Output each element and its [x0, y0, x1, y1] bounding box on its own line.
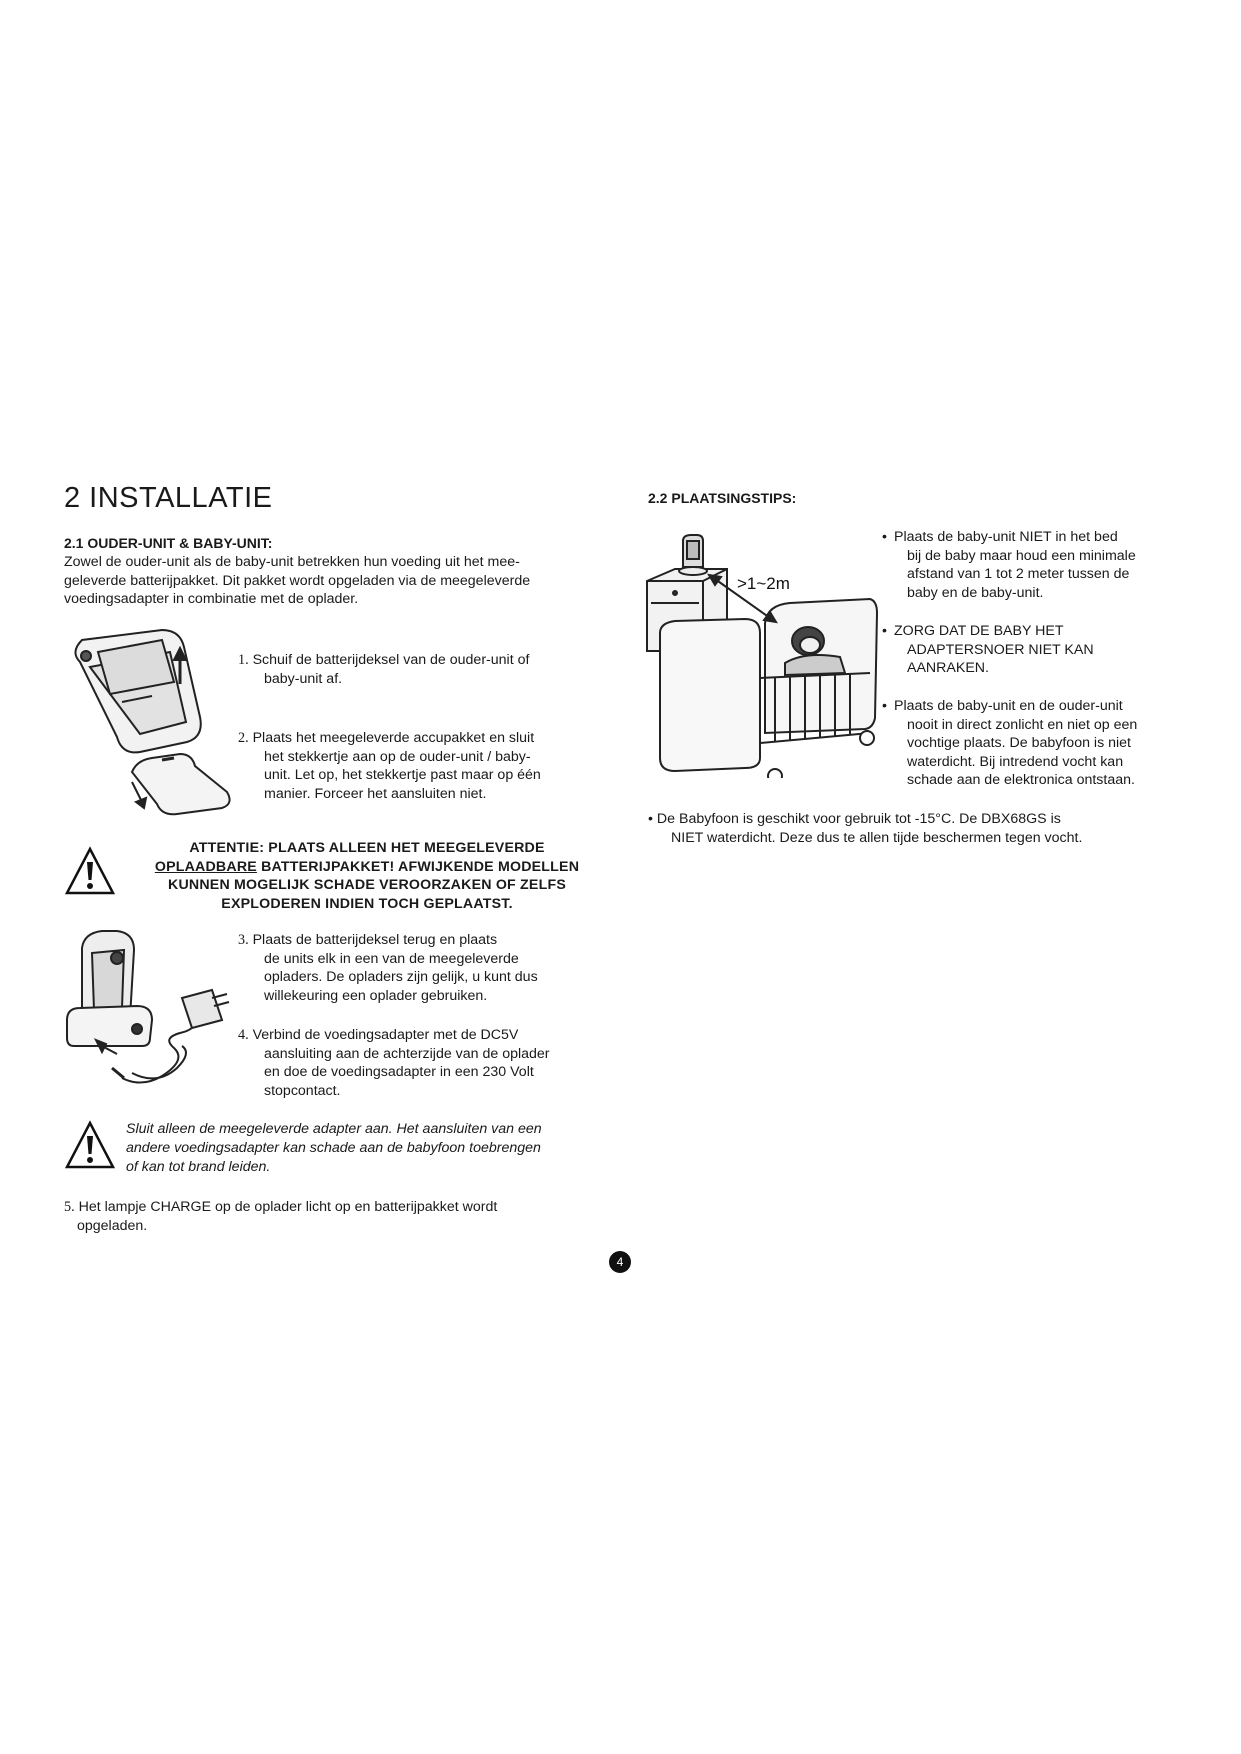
tip-bullet [882, 622, 1182, 678]
tip-text: NIET waterdicht. Deze dus te allen tijde beschermen tegen vocht. [671, 829, 1083, 846]
warning-text: BATTERIJPAKKET! AFWIJKENDE MODELLEN [256, 858, 580, 875]
tip-text: baby en de baby-unit. [907, 584, 1044, 601]
step-text: Schuif de batterijdeksel van de ouder-unit of [252, 652, 530, 668]
step-text: baby-unit af. [264, 670, 343, 687]
step-text: en doe de voedingsadapter in een 230 Volt [264, 1064, 534, 1080]
distance-label: >1~2m [737, 574, 790, 593]
section-21-intro [64, 553, 604, 609]
tip-text: ADAPTERSNOER NIET KAN [907, 641, 1094, 658]
step-text: unit. Let op, het stekkertje past maar op één [264, 767, 541, 783]
bullet-dot: • [882, 529, 887, 545]
tip-text: De Babyfoon is geschikt voor gebruik tot -15°C. De DBX68GS is [656, 811, 1061, 827]
page-title: 2 INSTALLATIE [64, 482, 273, 514]
intro-line: Zowel de ouder-unit als de baby-unit betrekken hun voeding uit het mee- [64, 554, 520, 570]
bullet-dot: • [648, 811, 657, 827]
step-text: stopcontact. [264, 1082, 341, 1099]
tip-note [648, 810, 1168, 847]
step-2 [238, 729, 608, 803]
intro-line: geleverde batterijpakket. Dit pakket wordt opgeladen via de meegeleverde [64, 572, 531, 589]
tip-text: afstand van 1 tot 2 meter tussen de [907, 566, 1130, 582]
warning-line: KUNNEN MOGELIJK SCHADE VEROORZAKEN OF ZELFS [168, 877, 566, 893]
warning-line: Sluit alleen de meegeleverde adapter aan. Het aansluiten van een [126, 1121, 542, 1137]
step-text: opladers. De opladers zijn gelijk, u kunt dus [264, 969, 538, 985]
warning-line [128, 858, 606, 877]
tip-text: Plaats de baby-unit NIET in het bed [894, 529, 1118, 545]
step-text: Plaats de batterijdeksel terug en plaats [252, 932, 498, 948]
step-number: 5. [64, 1199, 75, 1215]
step-5 [64, 1198, 624, 1235]
section-21-title: 2.1 OUDER-UNIT & BABY-UNIT: [64, 535, 273, 551]
warning-adapter [126, 1120, 606, 1177]
crib-placement-illustration [645, 533, 880, 778]
warning-line: ATTENTIE: PLAATS ALLEEN HET MEEGELEVERDE [189, 840, 545, 856]
step-text: de units elk in een van de meegeleverde [264, 950, 519, 967]
tip-bullet [882, 528, 1182, 602]
intro-line: voedingsadapter in combinatie met de oplader. [64, 591, 359, 607]
bullet-dot: • [882, 698, 887, 714]
tip-text: bij de baby maar houd een minimale [907, 547, 1136, 564]
step-text: het stekkertje aan op de ouder-unit / baby- [264, 748, 531, 765]
step-number: 1. [238, 652, 249, 668]
step-text: manier. Forceer het aansluiten niet. [264, 785, 487, 802]
step-number: 3. [238, 932, 249, 948]
warning-line: EXPLODEREN INDIEN TOCH GEPLAATST. [221, 895, 513, 912]
warning-triangle-icon [64, 846, 116, 896]
warning-underlined: OPLAADBARE [154, 858, 257, 875]
step-number: 2. [238, 730, 249, 746]
step-number: 4. [238, 1027, 249, 1043]
step-4 [238, 1026, 608, 1100]
step-text: opgeladen. [77, 1217, 148, 1234]
step-1 [238, 651, 608, 688]
warning-line: andere voedingsadapter kan schade aan de babyfoon toebrengen [126, 1140, 541, 1156]
section-22-title: 2.2 PLAATSINGSTIPS: [648, 490, 797, 506]
warning-battery [128, 839, 606, 913]
tip-text: waterdicht. Bij intredend vocht kan [907, 753, 1124, 770]
tip-text: ZORG DAT DE BABY HET [894, 623, 1064, 639]
step-text: willekeuring een oplader gebruiken. [264, 987, 488, 1004]
charger-adapter-illustration [62, 928, 252, 1103]
battery-cover-illustration [62, 622, 247, 817]
step-text: Het lampje CHARGE op de oplader licht op en batterijpakket wordt [78, 1199, 498, 1215]
tip-text: vochtige plaats. De babyfoon is niet [907, 735, 1131, 751]
page-number: 4 [609, 1251, 631, 1273]
tip-text: nooit in direct zonlicht en niet op een [907, 716, 1138, 733]
tip-text: schade aan de elektronica ontstaan. [907, 772, 1135, 788]
tip-bullet [882, 697, 1192, 790]
warning-line: of kan tot brand leiden. [126, 1159, 271, 1175]
step-text: aansluiting aan de achterzijde van de oplader [264, 1045, 550, 1062]
step-text: Plaats het meegeleverde accupakket en sluit [252, 730, 535, 746]
step-3 [238, 931, 608, 1005]
tip-text: Plaats de baby-unit en de ouder-unit [894, 698, 1123, 714]
warning-triangle-icon [64, 1120, 116, 1170]
bullet-dot: • [882, 623, 887, 639]
tip-text: AANRAKEN. [907, 660, 989, 676]
step-text: Verbind de voedingsadapter met de DC5V [252, 1027, 519, 1043]
